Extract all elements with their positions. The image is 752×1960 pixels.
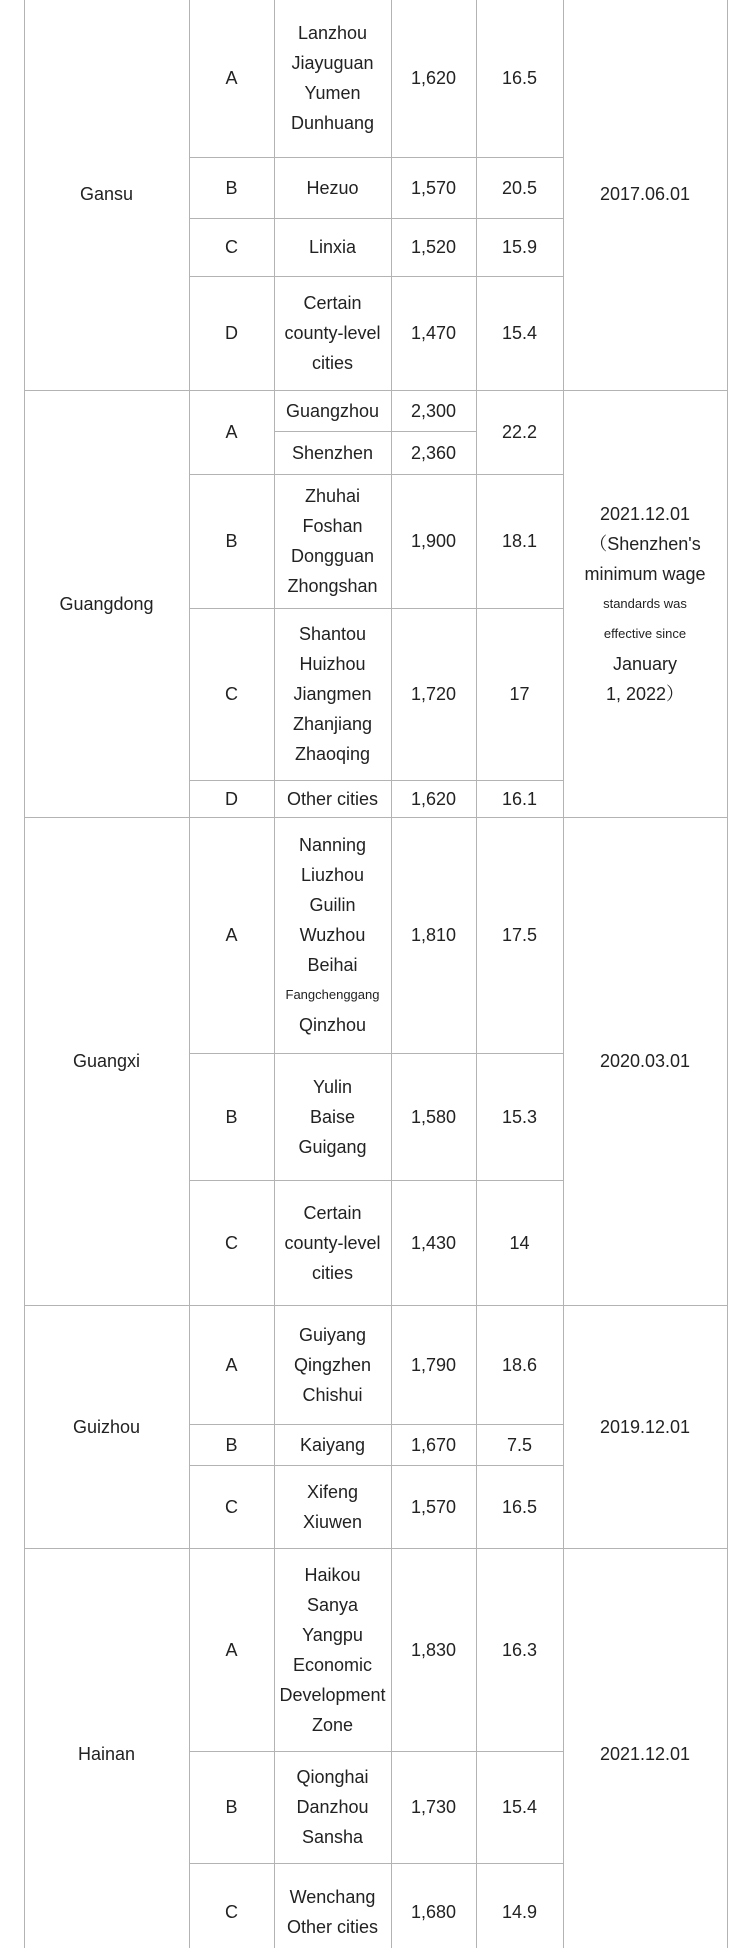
tier-cell [189, 0, 274, 157]
city-cell-text: Wenchang [289, 1886, 376, 1907]
hourly-wage-cell [476, 276, 563, 390]
effective-date-cell [563, 390, 727, 817]
city-cell [274, 1863, 391, 1960]
effective-date-cell [563, 817, 727, 1305]
tier-cell [189, 1053, 274, 1180]
tier-cell [189, 390, 274, 474]
city-cell-text: Qionghai [296, 1767, 369, 1787]
hourly-wage-cell-text: 16.1 [501, 788, 538, 809]
monthly-wage-cell [391, 1180, 476, 1305]
monthly-wage-cell-text: 1,620 [410, 788, 457, 809]
effective-date-cell-text: 2021.12.01 [599, 1744, 691, 1764]
monthly-wage-cell-text: 1,470 [410, 323, 457, 343]
city-cell-text: Fangchenggang [285, 987, 380, 1002]
monthly-wage-cell [391, 0, 476, 157]
city-cell-text: Sanya [306, 1594, 359, 1615]
city-cell [274, 817, 391, 1053]
city-cell [274, 1751, 391, 1863]
city-cell-text: Other cities [286, 1916, 379, 1937]
tier-cell [189, 1751, 274, 1863]
hourly-wage-cell [476, 1053, 563, 1180]
hourly-wage-cell [476, 474, 563, 608]
city-cell-text: Zhongshan [287, 576, 378, 596]
city-cell-text: Dunhuang [290, 112, 375, 133]
hourly-wage-cell-text: 16.3 [501, 1639, 538, 1660]
monthly-wage-cell [391, 1548, 476, 1751]
tier-cell-text: C [225, 1901, 238, 1922]
hourly-wage-cell-text: 22.2 [501, 422, 538, 442]
city-cell-text: Jiangmen [293, 684, 372, 704]
effective-date-cell-text: 1, 2022） [605, 683, 685, 704]
hourly-wage-cell-text: 7.5 [506, 1434, 533, 1455]
hourly-wage-cell [476, 390, 563, 474]
city-cell-text: Zhanjiang [292, 714, 373, 734]
hourly-wage-cell [476, 0, 563, 157]
tier-cell-text: C [225, 1496, 238, 1517]
tier-cell [189, 1863, 274, 1960]
city-cell-text: Development [279, 1684, 386, 1705]
hourly-wage-cell-text: 16.5 [501, 1496, 538, 1517]
monthly-wage-cell [391, 474, 476, 608]
city-cell-text: Qinzhou [298, 1015, 367, 1035]
tier-cell [189, 218, 274, 276]
hourly-wage-cell-text: 14.9 [501, 1901, 538, 1922]
effective-date-cell-text: January [612, 653, 678, 674]
monthly-wage-cell-text: 1,620 [410, 67, 457, 88]
monthly-wage-cell [391, 390, 476, 431]
hourly-wage-cell-text: 17.5 [501, 925, 538, 945]
tier-cell-text: A [225, 925, 238, 945]
tier-cell [189, 157, 274, 218]
tier-cell [189, 276, 274, 390]
city-cell-text: Huizhou [299, 654, 366, 674]
province-cell-text: Guangxi [72, 1051, 141, 1071]
city-cell-text: Wuzhou [299, 925, 366, 945]
monthly-wage-cell-text: 1,830 [410, 1639, 457, 1660]
city-cell-text: Sansha [301, 1827, 364, 1847]
city-cell [274, 1180, 391, 1305]
monthly-wage-cell [391, 1465, 476, 1548]
effective-date-cell-text: 2020.03.01 [599, 1051, 691, 1071]
monthly-wage-cell-text: 1,680 [410, 1901, 457, 1922]
tier-cell-text: A [225, 67, 238, 88]
city-cell-text: Guangzhou [285, 400, 380, 421]
effective-date-cell-text: 2017.06.01 [599, 184, 691, 204]
tier-cell-text: B [225, 1797, 238, 1817]
table-border [727, 0, 728, 1948]
city-cell-text: Danzhou [296, 1797, 369, 1817]
city-cell [274, 390, 391, 431]
city-cell-text: cities [311, 1262, 353, 1283]
hourly-wage-cell [476, 1424, 563, 1465]
city-cell-text: cities [311, 353, 353, 373]
tier-cell [189, 1180, 274, 1305]
effective-date-cell-text: standards was [603, 595, 687, 611]
hourly-wage-cell-text: 20.5 [501, 177, 538, 198]
city-cell-text: Certain [303, 1202, 362, 1223]
province-cell-text: Gansu [79, 184, 134, 204]
hourly-wage-cell-text: 17 [509, 684, 530, 704]
city-cell [274, 431, 391, 474]
tier-cell [189, 608, 274, 780]
city-cell-text: Haikou [304, 1564, 361, 1585]
tier-cell-text: A [225, 1639, 238, 1660]
tier-cell-text: A [225, 1354, 238, 1375]
city-cell [274, 218, 391, 276]
monthly-wage-cell-text: 1,430 [410, 1232, 457, 1253]
hourly-wage-cell-text: 16.5 [501, 67, 538, 88]
tier-cell [189, 817, 274, 1053]
city-cell-text: Hezuo [306, 177, 359, 198]
city-cell-text: Lanzhou [297, 22, 368, 43]
hourly-wage-cell-text: 18.1 [501, 531, 538, 551]
monthly-wage-cell-text: 2,300 [410, 400, 457, 421]
monthly-wage-cell-text: 1,790 [410, 1354, 457, 1375]
monthly-wage-cell [391, 276, 476, 390]
city-cell-text: Zone [311, 1714, 354, 1735]
tier-cell [189, 1548, 274, 1751]
city-cell-text: Shantou [298, 624, 367, 644]
province-cell [24, 1305, 189, 1548]
city-cell-text: Other cities [286, 788, 379, 809]
monthly-wage-cell [391, 1053, 476, 1180]
hourly-wage-cell-text: 15.4 [501, 1797, 538, 1817]
province-cell [24, 390, 189, 817]
city-cell [274, 1053, 391, 1180]
effective-date-cell [563, 1305, 727, 1548]
hourly-wage-cell [476, 1305, 563, 1424]
city-cell [274, 780, 391, 817]
tier-cell-text: C [225, 237, 238, 257]
effective-date-cell-text: 2021.12.01 [599, 503, 691, 524]
city-cell-text: Zhuhai [304, 486, 361, 506]
tier-cell [189, 474, 274, 608]
city-cell [274, 157, 391, 218]
effective-date-cell-text: 2019.12.01 [599, 1416, 691, 1437]
monthly-wage-cell [391, 817, 476, 1053]
city-cell-text: Chishui [302, 1384, 363, 1405]
city-cell [274, 474, 391, 608]
city-cell [274, 1548, 391, 1751]
hourly-wage-cell [476, 1863, 563, 1960]
city-cell-text: Xiuwen [302, 1511, 363, 1532]
province-cell [24, 817, 189, 1305]
monthly-wage-cell-text: 1,900 [410, 531, 457, 551]
hourly-wage-cell-text: 14 [509, 1232, 530, 1253]
province-cell [24, 1548, 189, 1960]
effective-date-cell-text: （Shenzhen's [589, 533, 701, 554]
city-cell [274, 608, 391, 780]
monthly-wage-cell [391, 1863, 476, 1960]
city-cell-text: Xifeng [306, 1481, 359, 1502]
effective-date-cell-text: effective since [603, 625, 687, 641]
effective-date-cell [563, 0, 727, 390]
city-cell [274, 0, 391, 157]
city-cell-text: Liuzhou [300, 865, 365, 885]
tier-cell [189, 1424, 274, 1465]
city-cell-text: county-level [284, 1232, 381, 1253]
tier-cell-text: B [225, 1106, 238, 1127]
hourly-wage-cell [476, 817, 563, 1053]
city-cell-text: Kaiyang [299, 1434, 366, 1455]
city-cell-text: Nanning [298, 835, 367, 855]
tier-cell-text: C [225, 684, 238, 704]
hourly-wage-cell [476, 218, 563, 276]
city-cell [274, 276, 391, 390]
province-cell-text: Hainan [77, 1744, 136, 1764]
monthly-wage-cell-text: 1,730 [410, 1797, 457, 1817]
monthly-wage-cell-text: 1,570 [410, 177, 457, 198]
hourly-wage-cell [476, 1548, 563, 1751]
city-cell-text: county-level [284, 323, 381, 343]
tier-cell-text: B [225, 177, 238, 198]
monthly-wage-cell [391, 1424, 476, 1465]
city-cell-text: Shenzhen [291, 442, 374, 463]
province-cell-text: Guangdong [59, 593, 154, 614]
tier-cell-text: D [225, 788, 238, 809]
city-cell [274, 1305, 391, 1424]
hourly-wage-cell [476, 157, 563, 218]
city-cell-text: Guiyang [298, 1324, 367, 1345]
hourly-wage-cell [476, 1180, 563, 1305]
monthly-wage-cell-text: 1,580 [410, 1106, 457, 1127]
hourly-wage-cell [476, 780, 563, 817]
monthly-wage-cell [391, 1751, 476, 1863]
hourly-wage-cell-text: 15.4 [501, 323, 538, 343]
tier-cell-text: D [225, 323, 238, 343]
tier-cell-text: B [225, 1434, 238, 1455]
effective-date-cell-text: minimum wage [584, 563, 706, 584]
hourly-wage-cell-text: 15.3 [501, 1106, 538, 1127]
tier-cell [189, 1305, 274, 1424]
city-cell-text: Certain [303, 293, 362, 313]
city-cell-text: Economic [292, 1654, 373, 1675]
tier-cell [189, 1465, 274, 1548]
monthly-wage-cell-text: 1,570 [410, 1496, 457, 1517]
city-cell-text: Guigang [298, 1136, 367, 1157]
monthly-wage-cell [391, 157, 476, 218]
monthly-wage-cell [391, 431, 476, 474]
hourly-wage-cell [476, 1465, 563, 1548]
city-cell-text: Guilin [309, 895, 356, 915]
city-cell-text: Yangpu [302, 1624, 363, 1645]
tier-cell [189, 780, 274, 817]
city-cell-text: Dongguan [290, 546, 375, 566]
city-cell-text: Beihai [307, 955, 358, 975]
city-cell-text: Yumen [304, 82, 361, 103]
province-cell [24, 0, 189, 390]
monthly-wage-cell [391, 1305, 476, 1424]
city-cell [274, 1424, 391, 1465]
monthly-wage-cell-text: 2,360 [410, 442, 457, 463]
city-cell-text: Qingzhen [293, 1354, 372, 1375]
hourly-wage-cell [476, 1751, 563, 1863]
hourly-wage-cell [476, 608, 563, 780]
monthly-wage-cell-text: 1,670 [410, 1434, 457, 1455]
city-cell-text: Yulin [312, 1076, 353, 1097]
province-cell-text: Guizhou [72, 1416, 141, 1437]
city-cell-text: Zhaoqing [294, 744, 371, 764]
tier-cell-text: C [225, 1232, 238, 1253]
monthly-wage-cell-text: 1,720 [410, 684, 457, 704]
monthly-wage-cell [391, 780, 476, 817]
tier-cell-text: B [225, 531, 238, 551]
hourly-wage-cell-text: 18.6 [501, 1354, 538, 1375]
city-cell-text: Foshan [302, 516, 363, 536]
monthly-wage-cell-text: 1,810 [410, 925, 457, 945]
city-cell-text: Baise [309, 1106, 356, 1127]
tier-cell-text: A [225, 422, 238, 442]
monthly-wage-cell [391, 218, 476, 276]
effective-date-cell [563, 1548, 727, 1960]
city-cell-text: Jiayuguan [291, 52, 374, 73]
monthly-wage-cell-text: 1,520 [410, 237, 457, 257]
city-cell-text: Linxia [308, 237, 357, 257]
monthly-wage-cell [391, 608, 476, 780]
city-cell [274, 1465, 391, 1548]
hourly-wage-cell-text: 15.9 [501, 237, 538, 257]
